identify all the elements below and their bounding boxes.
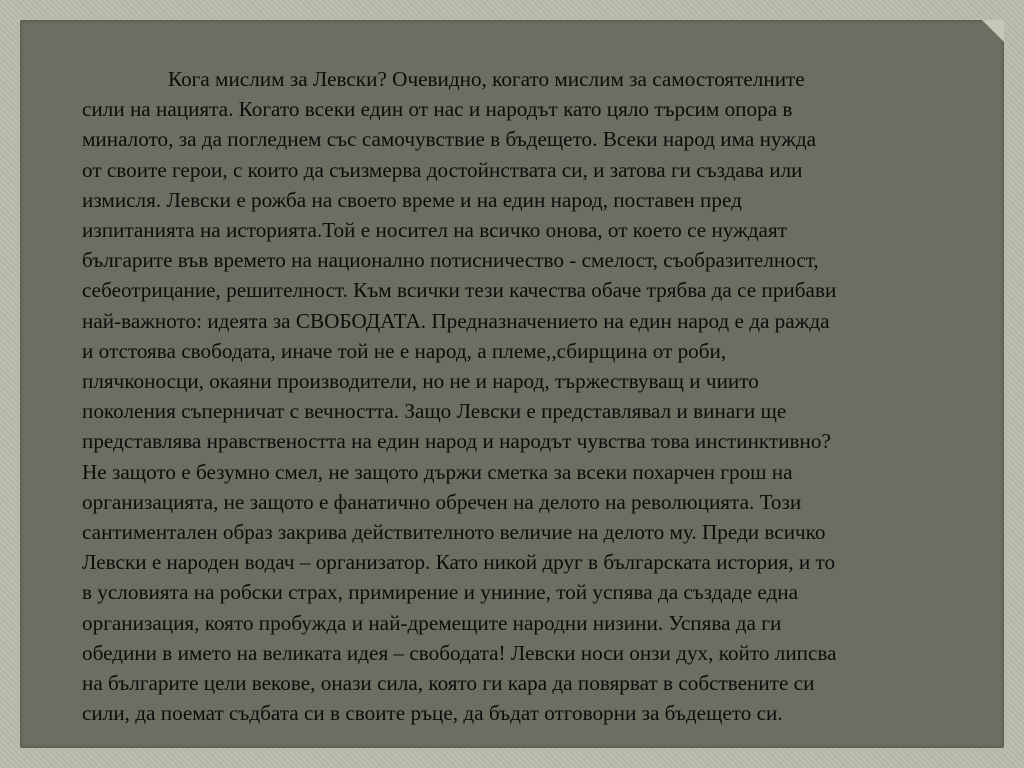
text-line: миналото, за да погледнем със самочувствие в бъдещето. Всеки народ има нужда xyxy=(82,127,817,152)
text-line: плячконосци, окаяни производители, но не и народ, тържествуващ и чиито xyxy=(82,369,759,394)
text-line: измисля. Левски е рожба на своето време и на един народ, поставен пред xyxy=(82,187,742,212)
text-line: Левски е народен водач – организатор. Като никой друг в българската история, и то xyxy=(82,550,836,575)
text-line: сантиментален образ закрива действителното величие на делото му. Преди всичко xyxy=(82,520,826,545)
slide-panel xyxy=(20,20,1004,748)
text-line: организация, която пробужда и най-дремещите народни низини. Успява да ги xyxy=(82,610,782,635)
text-line: Не защото е безумно смел, не защото държи сметка за всеки похарчен грош на xyxy=(82,459,793,484)
text-line: българите във времето на национално потисничество - смелост, съобразителност, xyxy=(82,248,819,273)
text-line: себеотрицание, решителност. Към всички тези качества обаче трябва да се прибави xyxy=(82,278,837,303)
text-line: изпитанията на историята.Той е носител на всичко онова, от което се нуждаят xyxy=(82,218,787,243)
text-line: от своите герои, с които да съизмерва достойнствата си, и затова ги създава или xyxy=(82,157,803,182)
slide-body-text xyxy=(82,64,997,728)
text-line: най-важното: идеята за СВОБОДАТА. Предназначението на един народ е да ражда xyxy=(82,308,830,333)
slide-corner-decoration xyxy=(982,20,1004,42)
text-line: сили, да поемат съдбата си в своите ръце, да бъдат отговорни за бъдещето си. xyxy=(82,701,783,726)
text-line: поколения съперничат с вечността. Защо Левски е представлявал и винаги ще xyxy=(82,399,787,424)
text-line: на българите цели векове, онази сила, която ги кара да повярват в собствените си xyxy=(82,671,815,696)
text-line: Кога мислим за Левски? Очевидно, когато мислим за самостоятелните xyxy=(168,67,805,91)
text-line: представлява нравствеността на един народ и народът чувства това инстинктивно? xyxy=(82,429,831,454)
text-line: сили на нацията. Когато всеки един от нас и народът като цяло търсим опора в xyxy=(82,97,793,122)
text-line: и отстоява свободата, иначе той не е народ, а племе,,сбирщина от роби, xyxy=(82,338,727,363)
text-line: в условията на робски страх, примирение и униние, той успява да създаде една xyxy=(82,580,799,605)
text-line: организацията, не защото е фанатично обречен на делото на революцията. Този xyxy=(82,489,802,514)
text-line: обедини в името на великата идея – свободата! Левски носи онзи дух, който липсва xyxy=(82,640,837,665)
